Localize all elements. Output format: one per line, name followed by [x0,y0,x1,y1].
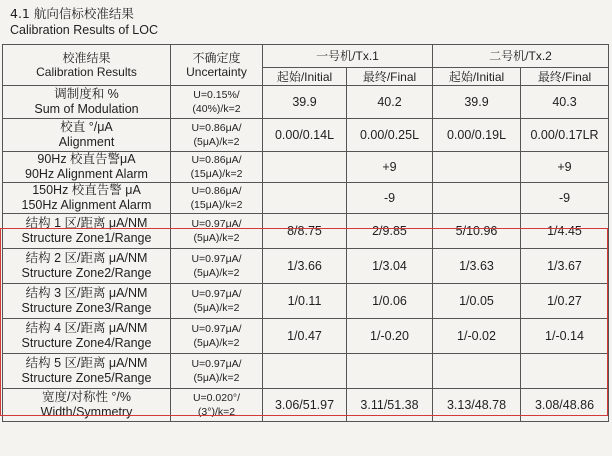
row-uncertainty: U=0.97μA/ (5μA)/k=2 [171,319,263,354]
heading-en: Calibration Results of LOC [10,23,158,37]
header-tx2: 二号机/Tx.2 [433,45,609,68]
cell-tx1-final: -9 [347,183,433,214]
row-uncertainty: U=0.97μA/ (5μA)/k=2 [171,284,263,319]
table-row [3,389,609,422]
table-row [3,284,609,319]
cell-tx2-final: +9 [521,152,609,183]
cell-tx2-initial: 0.00/0.19L [433,119,521,152]
cell-tx2-final: 1/-0.14 [521,319,609,354]
row-label: 90Hz 校直告警μA 90Hz Alignment Alarm [3,152,171,183]
table-row [3,119,609,152]
cell-tx1-final: 1/3.04 [347,249,433,284]
cell-tx2-initial [433,354,521,389]
cell-tx2-initial [433,183,521,214]
cell-tx1-initial: 3.06/51.97 [263,389,347,422]
cell-tx1-initial: 1/0.47 [263,319,347,354]
row-label: 150Hz 校直告警 μA 150Hz Alignment Alarm [3,183,171,214]
header-item: 校准结果 Calibration Results [3,45,171,86]
row-label: 结构 5 区/距离 μA/NM Structure Zone5/Range [3,354,171,389]
cell-tx2-final: 3.08/48.86 [521,389,609,422]
table-row [3,183,609,214]
cell-tx2-final: 1/4.45 [521,214,609,249]
cell-tx2-initial: 1/-0.02 [433,319,521,354]
cell-tx1-initial: 1/3.66 [263,249,347,284]
cell-tx1-final: 2/9.85 [347,214,433,249]
row-uncertainty: U=0.86μA/ (15μA)/k=2 [171,183,263,214]
cell-tx1-final: 1/0.06 [347,284,433,319]
cell-tx1-initial [263,183,347,214]
header-uncertainty: 不确定度 Uncertainty [171,45,263,86]
cell-tx2-final: 0.00/0.17LR [521,119,609,152]
header-tx1: 一号机/Tx.1 [263,45,433,68]
cell-tx2-initial [433,152,521,183]
cell-tx1-initial: 39.9 [263,86,347,119]
cell-tx2-initial: 5/10.96 [433,214,521,249]
row-uncertainty: U=0.86μA/ (15μA)/k=2 [171,152,263,183]
calibration-table [2,44,609,422]
row-label: 调制度和 % Sum of Modulation [3,86,171,119]
heading-zh: 4.1 航向信标校准结果 [10,6,134,21]
row-uncertainty: U=0.15%/ (40%)/k=2 [171,86,263,119]
cell-tx2-final: 1/0.27 [521,284,609,319]
table-row [3,152,609,183]
cell-tx1-initial: 8/8.75 [263,214,347,249]
table-row [3,354,609,389]
cell-tx2-final: 1/3.67 [521,249,609,284]
cell-tx1-initial [263,354,347,389]
row-label: 结构 2 区/距离 μA/NM Structure Zone2/Range [3,249,171,284]
table-row [3,319,609,354]
row-label: 宽度/对称性 °/% Width/Symmetry [3,389,171,422]
table-row [3,249,609,284]
cell-tx1-initial: 0.00/0.14L [263,119,347,152]
cell-tx1-final: 1/-0.20 [347,319,433,354]
header-tx1-initial: 起始/Initial [263,68,347,86]
cell-tx2-final [521,354,609,389]
cell-tx2-initial: 3.13/48.78 [433,389,521,422]
row-uncertainty: U=0.97μA/ (5μA)/k=2 [171,354,263,389]
row-uncertainty: U=0.020°/ (3°)/k=2 [171,389,263,422]
row-label: 结构 4 区/距离 μA/NM Structure Zone4/Range [3,319,171,354]
cell-tx1-final: 0.00/0.25L [347,119,433,152]
cell-tx2-final: -9 [521,183,609,214]
cell-tx2-initial: 1/3.63 [433,249,521,284]
table-row [3,214,609,249]
row-label: 结构 1 区/距离 μA/NM Structure Zone1/Range [3,214,171,249]
cell-tx1-final [347,354,433,389]
cell-tx1-final: 40.2 [347,86,433,119]
row-uncertainty: U=0.97μA/ (5μA)/k=2 [171,214,263,249]
cell-tx1-initial: 1/0.11 [263,284,347,319]
cell-tx2-initial: 39.9 [433,86,521,119]
row-uncertainty: U=0.86μA/ (5μA)/k=2 [171,119,263,152]
row-label: 校直 °/μA Alignment [3,119,171,152]
cell-tx1-final: 3.11/51.38 [347,389,433,422]
section-heading [10,6,158,38]
cell-tx1-final: +9 [347,152,433,183]
header-tx2-initial: 起始/Initial [433,68,521,86]
row-label: 结构 3 区/距离 μA/NM Structure Zone3/Range [3,284,171,319]
cell-tx2-final: 40.3 [521,86,609,119]
row-uncertainty: U=0.97μA/ (5μA)/k=2 [171,249,263,284]
cell-tx1-initial [263,152,347,183]
header-tx2-final: 最终/Final [521,68,609,86]
table-row [3,86,609,119]
header-tx1-final: 最终/Final [347,68,433,86]
cell-tx2-initial: 1/0.05 [433,284,521,319]
